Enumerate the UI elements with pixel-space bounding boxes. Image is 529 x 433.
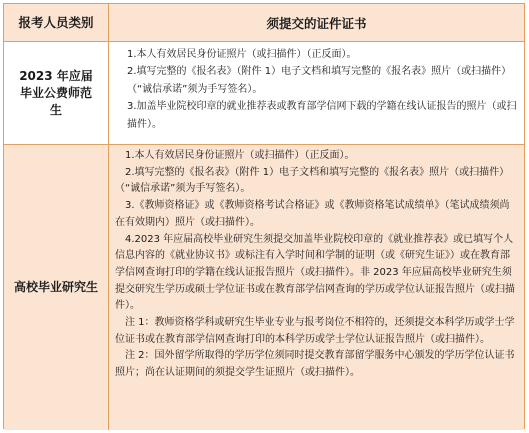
- header-documents: 须提交的证件证书: [266, 15, 367, 31]
- list-item: 1.本人有效居民身份证照片（或扫描件）（正反面）。: [127, 49, 357, 60]
- row-documents: [109, 145, 524, 430]
- list-item: 3.《教师资格证》或《教师资格考试合格证》或《教师资格笔试成绩单》（笔试成绩须尚在有效期内）照片（或扫描件）。: [115, 200, 510, 228]
- list-item: 注 1：教师资格学科或研究生毕业专业与报考岗位不相符的，还须提交本科学历或学士学位证书或在教育部学信网查询打印的本科学历或学士学位认证报告照片（或扫描件）。: [115, 317, 515, 345]
- list-item: 注 2：国外留学所取得的学历学位须同时提交教育部留学服务中心颁发的学历学位认证书照片；尚在认证期间的须提交学生证照片（或扫描件）。: [115, 350, 515, 379]
- header-category: 报考人员类别: [4, 4, 109, 41]
- row-category: 2023 年应届毕业公费师范生: [4, 42, 109, 144]
- requirements-table: [3, 3, 525, 429]
- table-row: [4, 42, 524, 145]
- row-category: 高校毕业研究生: [4, 145, 109, 430]
- list-item: 1.本人有效居民身份证照片（或扫描件）（正反面）。: [125, 150, 355, 161]
- list-item: 4.2023 年应届高校毕业研究生须提交加盖毕业院校印章的《就业推荐表》或已填写个人信息内容的《就业协议书》或标注有入学时间和学制的证明（或《研究生证》）或在教育部学信网查询打印的学籍在线认证报告照片（或扫描件）。非 2023 年应届高校毕业研究生须提交研究生学历或硕士学位证书或在教育部学信网查询的学历或学位认证报告照片（或扫描件）。: [115, 233, 515, 312]
- list-item: 2.填写完整的《报名表》（附件 1）电子文档和填写完整的《报名表》照片（或扫描件）（“诚信承诺”须为手写签名）。: [127, 66, 512, 95]
- table-row: [4, 145, 524, 430]
- list-item: 2.填写完整的《报名表》（附件 1）电子文档和填写完整的《报名表》照片（或扫描件）（“诚信承诺”须为手写签名）。: [115, 166, 510, 195]
- table-header-row: [4, 4, 524, 42]
- row-documents: [109, 42, 524, 144]
- list-item: 3.加盖毕业院校印章的就业推荐表或教育部学信网下载的学籍在线认证报告的照片（或扫描件）。: [127, 101, 517, 130]
